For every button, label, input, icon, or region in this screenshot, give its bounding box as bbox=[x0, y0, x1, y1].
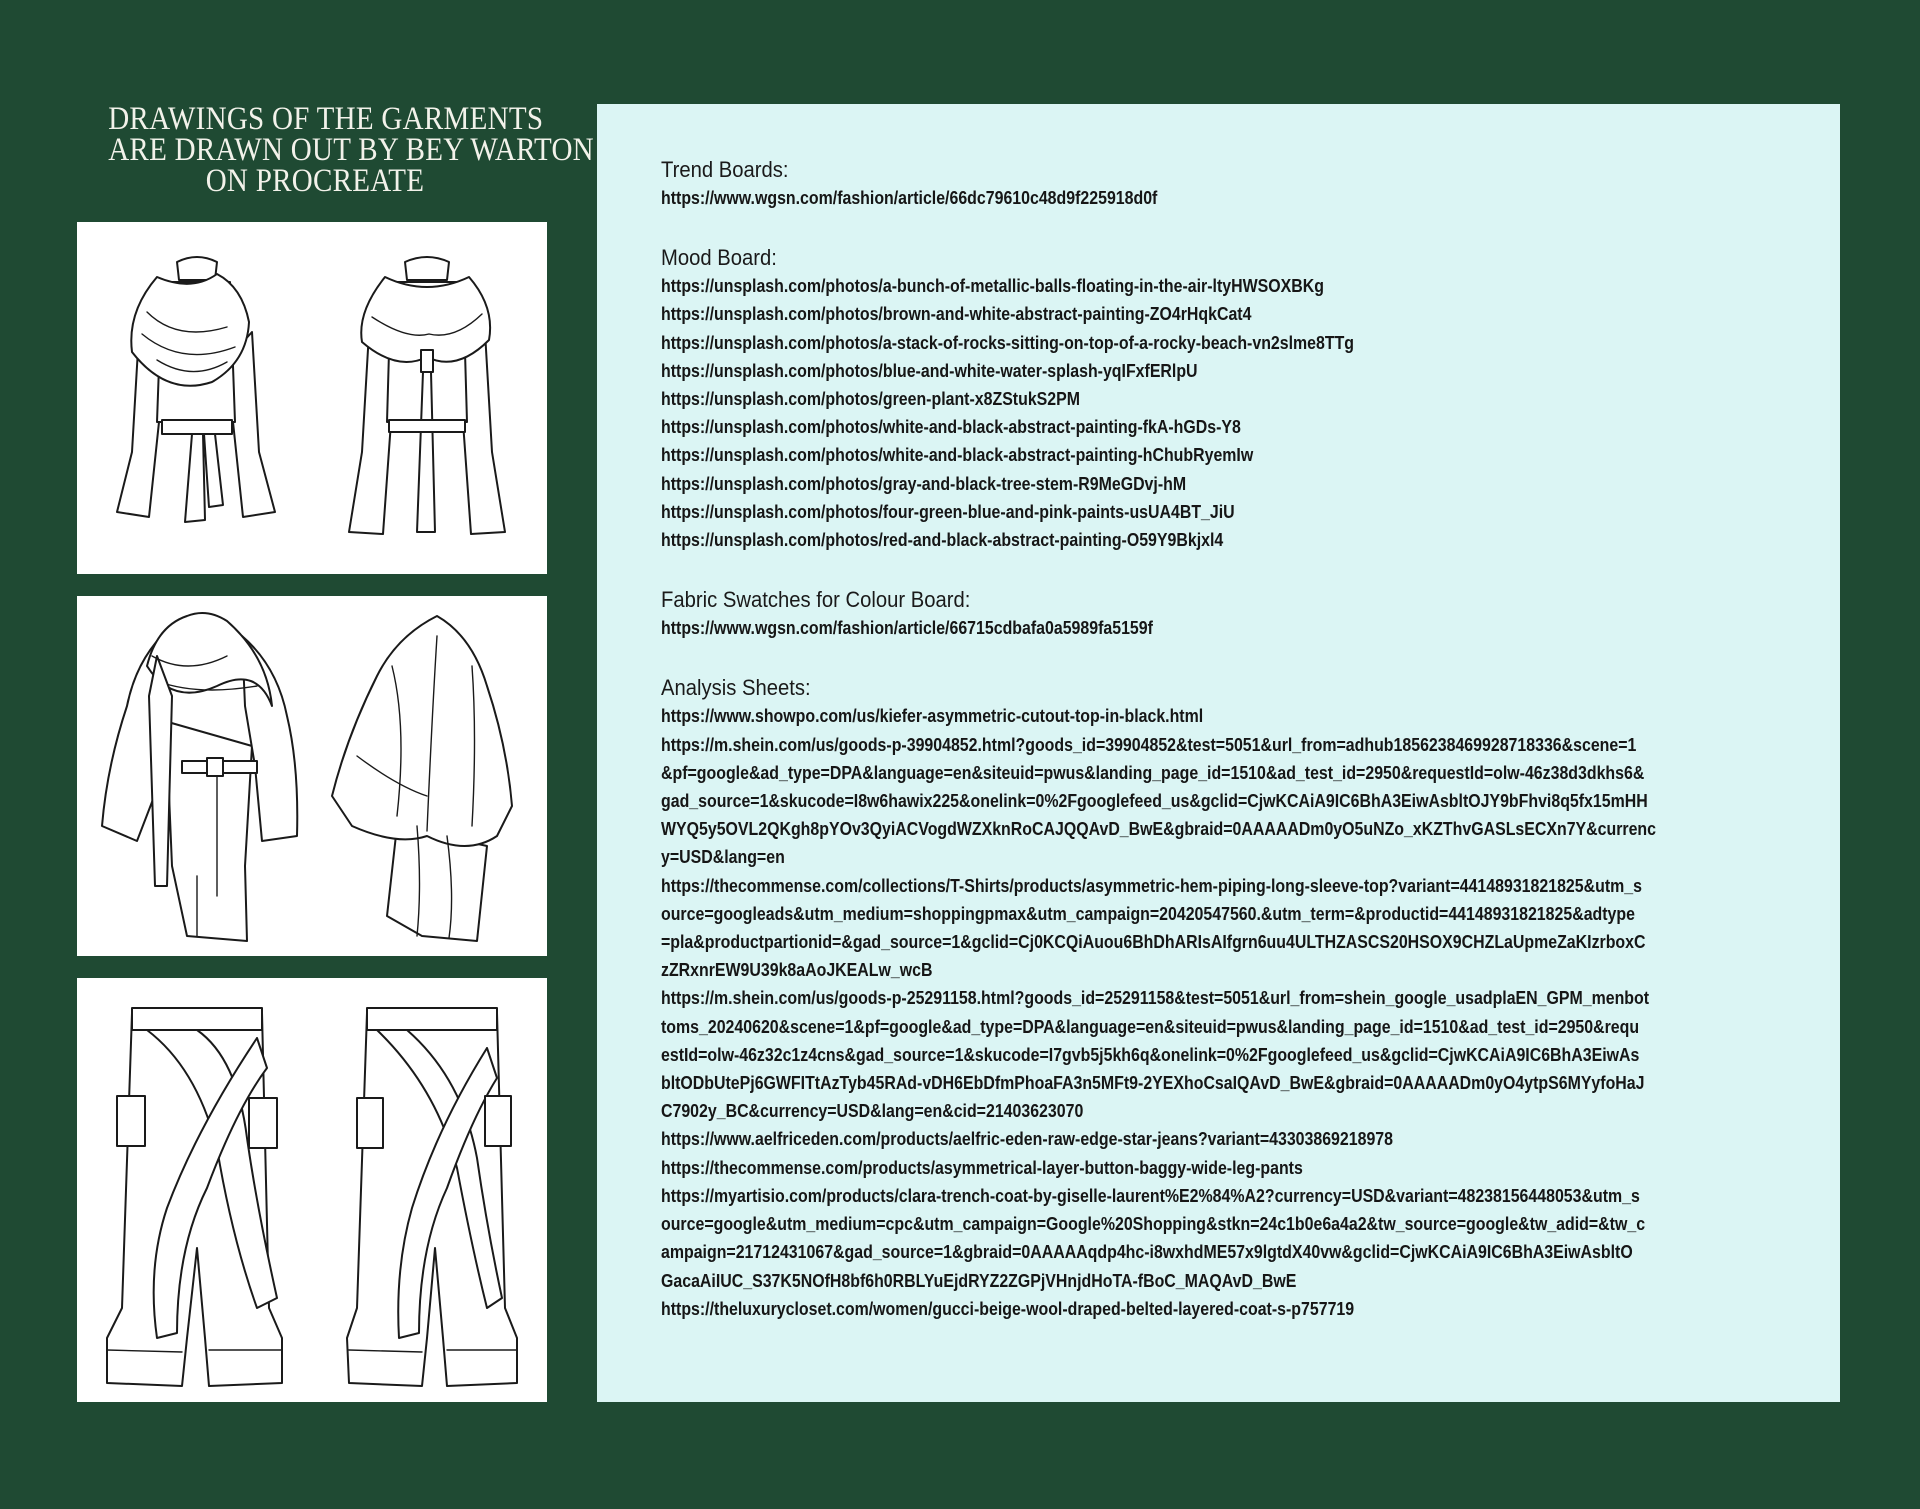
fabric-swatches-section bbox=[661, 586, 1780, 642]
reference-link[interactable]: https://unsplash.com/photos/gray-and-black-tree-stem-R9MeGDvj-hM bbox=[661, 472, 1187, 494]
wrap-trousers-front bbox=[107, 1008, 282, 1386]
reference-link[interactable]: y=USD&lang=en bbox=[661, 846, 785, 868]
section-title: Mood Board: bbox=[661, 245, 777, 271]
reference-link[interactable]: https://theluxurycloset.com/women/gucci-beige-wool-draped-belted-layered-coat-s-p757719 bbox=[661, 1297, 1355, 1319]
reference-link[interactable]: estId=olw-46z32c1z4cns&gad_source=1&skucode=I7gvb5j5kh6q&onelink=0%2Fgooglefeed_us&gclid=CjwKCAiA9IC6BhA3EiwAs bbox=[661, 1043, 1640, 1065]
reference-link[interactable]: https://m.shein.com/us/goods-p-25291158.html?goods_id=25291158&test=5051&url_from=shein_google_usadplaEN_GPM_menbot bbox=[661, 987, 1650, 1009]
draped-top-front bbox=[117, 257, 275, 522]
analysis-sheets-section bbox=[661, 674, 1780, 1322]
draped-coat-sketch bbox=[77, 596, 547, 956]
reference-link[interactable]: =pla&productpartionid=&gad_source=1&gclid=Cj0KCQiAuou6BhDhARIsAIfgrn6uu4ULTHZASCS20HSOX9CHZLaUpmeZaKIzrboxC bbox=[661, 931, 1646, 953]
reference-link[interactable]: zZRxnrEW9U39k8aAoJKEALw_wcB bbox=[661, 959, 933, 981]
heading-line: DRAWINGS OF THE GARMENTS bbox=[108, 101, 544, 137]
reference-link[interactable]: https://thecommense.com/collections/T-Shirts/products/asymmetric-hem-piping-long-sleeve-top?variant=44148931821825&utm_s bbox=[661, 874, 1642, 896]
garment-drawing-draped-top bbox=[77, 222, 547, 574]
reference-link[interactable]: https://www.showpo.com/us/kiefer-asymmetric-cutout-top-in-black.html bbox=[661, 705, 1204, 727]
trend-boards-section bbox=[661, 156, 1780, 212]
reference-link[interactable]: WYQ5y5OVL2QKgh8pYOv3QyiACVogdWZXknRoCAJQQAvD_BwE&gbraid=0AAAAADm0yO5uNZo_xKZThvGASLsECXn7Y&currenc bbox=[661, 818, 1657, 840]
draped-coat-front bbox=[102, 613, 297, 941]
heading-line: ON PROCREATE bbox=[205, 163, 425, 199]
section-title: Trend Boards: bbox=[661, 157, 789, 182]
reference-link[interactable]: https://thecommense.com/products/asymmetrical-layer-button-baggy-wide-leg-pants bbox=[661, 1156, 1303, 1178]
garment-drawing-wrap-trousers bbox=[77, 978, 547, 1402]
mood-board-section bbox=[661, 244, 1780, 554]
reference-link[interactable]: https://unsplash.com/photos/four-green-blue-and-pink-paints-usUA4BT_JiU bbox=[661, 500, 1235, 522]
reference-link[interactable]: https://unsplash.com/photos/green-plant-x8ZStukS2PM bbox=[661, 388, 1081, 410]
references-panel bbox=[597, 104, 1840, 1402]
reference-link[interactable]: toms_20240620&scene=1&pf=google&ad_type=DPA&language=en&siteuid=pwus&landing_page_id=1510&ad_test_id=2950&requ bbox=[661, 1015, 1640, 1037]
garment-drawing-draped-coat bbox=[77, 596, 547, 956]
reference-link[interactable]: https://unsplash.com/photos/brown-and-white-abstract-painting-ZO4rHqkCat4 bbox=[661, 303, 1252, 325]
reference-link[interactable]: https://unsplash.com/photos/red-and-black-abstract-painting-O59Y9Bkjxl4 bbox=[661, 529, 1224, 551]
reference-link[interactable]: C7902y_BC&currency=USD&lang=en&cid=21403623070 bbox=[661, 1100, 1084, 1122]
draped-coat-back bbox=[332, 616, 512, 941]
reference-link[interactable]: https://m.shein.com/us/goods-p-39904852.html?goods_id=39904852&test=5051&url_from=adhub1856238469928718336&scene=1 bbox=[661, 733, 1637, 755]
reference-link[interactable]: https://www.wgsn.com/fashion/article/66dc79610c48d9f225918d0f bbox=[661, 187, 1158, 208]
reference-link[interactable]: https://www.wgsn.com/fashion/article/66715cdbafa0a5989fa5159f bbox=[661, 617, 1153, 639]
page-heading bbox=[108, 101, 594, 199]
reference-link[interactable]: https://www.aelfriceden.com/products/aelfric-eden-raw-edge-star-jeans?variant=43303869218978 bbox=[661, 1128, 1394, 1150]
section-title: Analysis Sheets: bbox=[661, 675, 811, 701]
reference-link[interactable]: https://unsplash.com/photos/white-and-black-abstract-painting-fkA-hGDs-Y8 bbox=[661, 416, 1241, 438]
draped-top-back bbox=[349, 257, 505, 534]
reference-link[interactable]: https://myartisio.com/products/clara-trench-coat-by-giselle-laurent%E2%84%A2?currency=USD&variant=48238156448053&utm_s bbox=[661, 1184, 1640, 1206]
reference-link[interactable]: https://unsplash.com/photos/a-bunch-of-metallic-balls-floating-in-the-air-ltyHWSOXBKg bbox=[661, 275, 1324, 297]
reference-link[interactable]: https://unsplash.com/photos/white-and-black-abstract-painting-hChubRyemIw bbox=[661, 444, 1254, 466]
reference-link[interactable]: gad_source=1&skucode=I8w6hawix225&onelink=0%2Fgooglefeed_us&gclid=CjwKCAiA9IC6BhA3EiwAsbltOJY9bFhvi8q5fx15mHH bbox=[661, 790, 1648, 812]
reference-link[interactable]: https://unsplash.com/photos/blue-and-white-water-splash-yqIFxfERlpU bbox=[661, 359, 1198, 381]
section-title: Fabric Swatches for Colour Board: bbox=[661, 587, 971, 613]
reference-link[interactable]: ource=google&utm_medium=cpc&utm_campaign=Google%20Shopping&stkn=24c1b0e6a4a2&tw_source=google&tw_adid=&tw_c bbox=[661, 1213, 1646, 1235]
reference-link[interactable]: bltODbUtePj6GWFITtAzTyb45RAd-vDH6EbDfmPhoaFA3n5MFt9-2YEXhoCsaIQAvD_BwE&gbraid=0AAAAADm0yO4ytpS6MYyfoHaJ bbox=[661, 1072, 1645, 1094]
heading-line: ARE DRAWN OUT BY BEY WARTON bbox=[108, 132, 594, 168]
reference-link[interactable]: ource=googleads&utm_medium=shoppingpmax&utm_campaign=20420547560.&utm_term=&productid=44148931821825&adtype bbox=[661, 902, 1635, 924]
draped-top-sketch bbox=[77, 222, 547, 574]
reference-link[interactable]: &pf=google&ad_type=DPA&language=en&siteuid=pwus&landing_page_id=1510&ad_test_id=2950&requestId=olw-46z38d3dkhs6& bbox=[661, 761, 1645, 783]
reference-link[interactable]: https://unsplash.com/photos/a-stack-of-rocks-sitting-on-top-of-a-rocky-beach-vn2slme8TTg bbox=[661, 331, 1355, 353]
reference-link[interactable]: ampaign=21712431067&gad_source=1&gbraid=0AAAAAqdp4hc-i8wxhdME57x9lgtdX40vw&gclid=CjwKCAiA9IC6BhA3EiwAsbltO bbox=[661, 1241, 1633, 1263]
reference-link[interactable]: GacaAiIUC_S37K5NOfH8bf6h0RBLYuEjdRYZ2ZGPjVHnjdHoTA-fBoC_MAQAvD_BwE bbox=[661, 1269, 1297, 1291]
wrap-trousers-back bbox=[347, 1008, 517, 1386]
wrap-trousers-sketch bbox=[77, 978, 547, 1402]
